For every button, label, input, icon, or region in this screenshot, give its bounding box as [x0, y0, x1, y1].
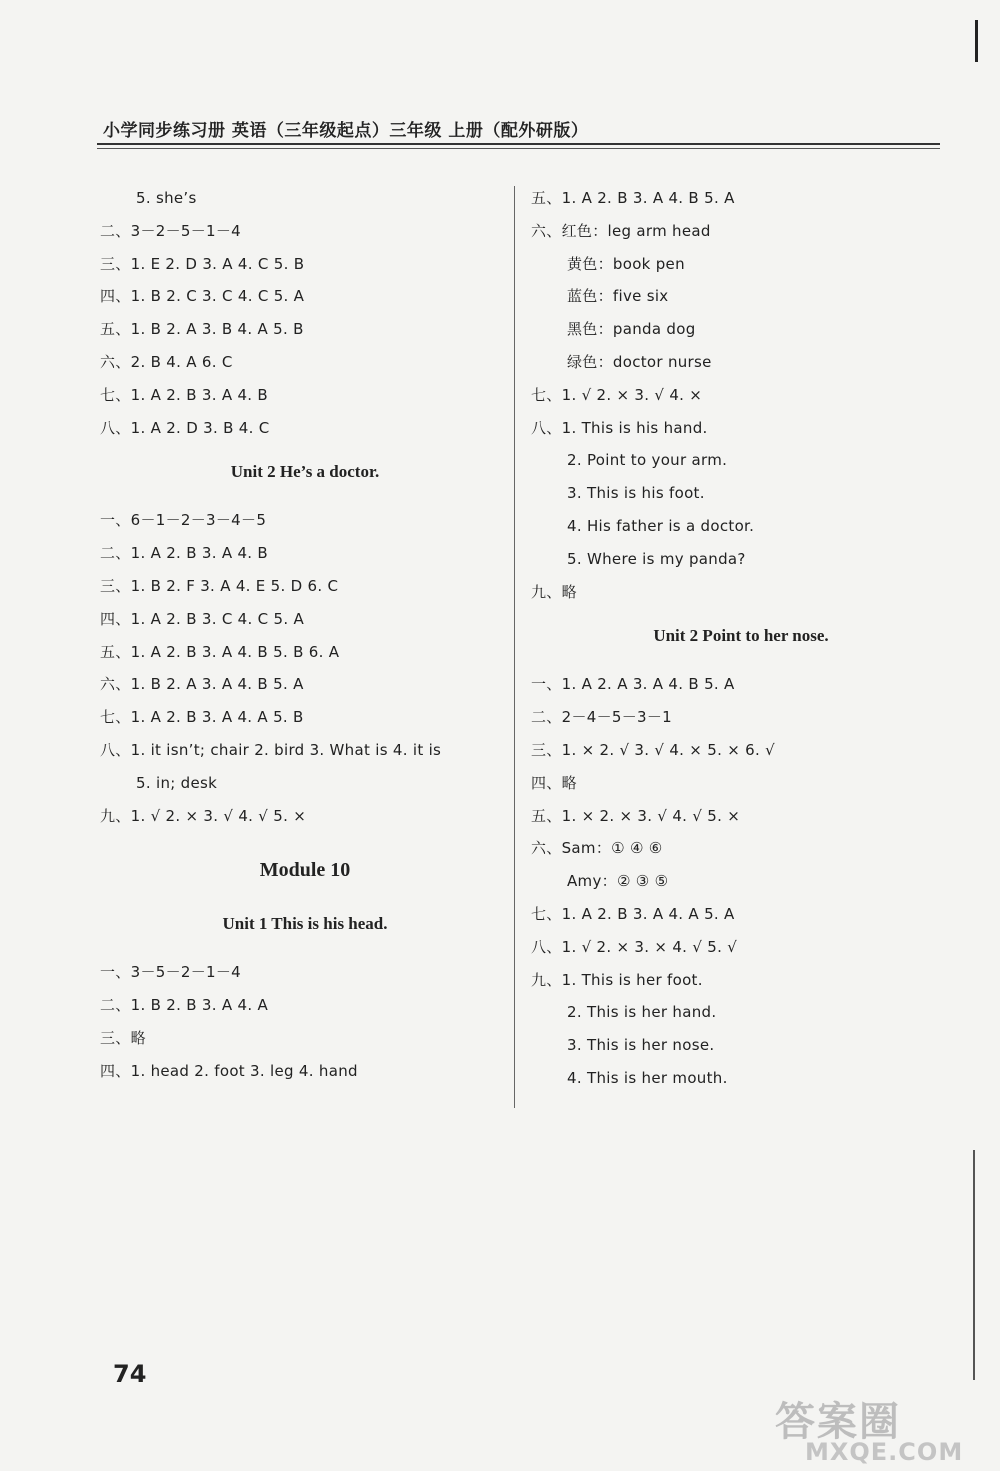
answer-line: 一、1. A 2. A 3. A 4. B 5. A: [531, 675, 735, 694]
answer-line: 一、6－1－2－3－4－5: [100, 511, 267, 530]
answer-line: 九、1. √ 2. × 3. √ 4. √ 5. ×: [100, 806, 307, 825]
answer-line: 五、1. × 2. × 3. √ 4. √ 5. ×: [531, 806, 741, 825]
answer-line: 五、1. B 2. A 3. B 4. A 5. B: [100, 320, 304, 339]
answer-line: 二、1. A 2. B 3. A 4. B: [100, 544, 269, 563]
answer-line: 5. Where is my panda?: [567, 549, 746, 568]
answer-line: 八、1. This is his hand.: [531, 418, 708, 437]
answer-line: 二、1. B 2. B 3. A 4. A: [100, 996, 269, 1015]
answer-line: 五、1. A 2. B 3. A 4. B 5. A: [531, 189, 735, 207]
answer-line: 三、略: [100, 1028, 146, 1047]
answer-line: 三、1. × 2. √ 3. √ 4. × 5. × 6. √: [531, 740, 775, 759]
answer-line: 5. in; desk: [136, 773, 218, 792]
answer-line: 八、1. A 2. D 3. B 4. C: [100, 418, 270, 437]
answer-line: 七、1. √ 2. × 3. √ 4. ×: [531, 385, 703, 404]
watermark-url: MXQE.COM: [805, 1438, 964, 1466]
answer-line: 九、1. This is her foot.: [531, 970, 703, 989]
answer-line: 一、3－5－2－1－4: [100, 963, 242, 982]
answer-line: 黑色：panda dog: [567, 320, 696, 339]
answer-line: 四、1. head 2. foot 3. leg 4. hand: [100, 1061, 358, 1080]
answer-line: 九、略: [531, 582, 577, 601]
answer-line: 六、红色：leg arm head: [531, 221, 711, 240]
answer-line: 五、1. A 2. B 3. A 4. B 5. B 6. A: [100, 642, 340, 661]
answer-line: 二、2－4－5－3－1: [531, 708, 673, 727]
answer-line: 七、1. A 2. B 3. A 4. B: [100, 385, 269, 404]
answer-line: 四、略: [531, 773, 577, 792]
answer-line: 八、1. √ 2. × 3. × 4. √ 5. √: [531, 937, 738, 956]
unit-heading: Unit 2 Point to her nose.: [653, 626, 829, 646]
answer-line: 3. This is her nose.: [567, 1036, 715, 1055]
answer-line: 蓝色：five six: [567, 287, 669, 306]
unit-heading: Unit 2 He’s a doctor.: [230, 462, 380, 482]
answer-line: 3. This is his foot.: [567, 484, 705, 503]
answer-line: 二、3－2－5－1－4: [100, 221, 242, 240]
answer-line: Amy：② ③ ⑤: [567, 872, 669, 891]
answer-line: 4. His father is a doctor.: [567, 516, 755, 535]
left-answer-column: [100, 182, 510, 1088]
answer-line: 八、1. it isn’t; chair 2. bird 3. What is 4. it is: [100, 740, 442, 759]
header-rule-thin: [97, 148, 940, 149]
page-header-title: 小学同步练习册 英语（三年级起点）三年级 上册（配外研版）: [103, 121, 589, 141]
answer-line: 三、1. B 2. F 3. A 4. E 5. D 6. C: [100, 576, 339, 595]
column-divider: [514, 186, 515, 1108]
corner-crop-mark: [975, 20, 978, 62]
answer-line: 四、1. B 2. C 3. C 4. C 5. A: [100, 287, 305, 306]
page-edge-shadow: [973, 1150, 975, 1380]
answer-line: 六、Sam：① ④ ⑥: [531, 839, 663, 858]
answer-line: 六、2. B 4. A 6. C: [100, 352, 233, 371]
watermark-logo: 答案圈: [775, 1399, 901, 1445]
answer-line: 四、1. A 2. B 3. C 4. C 5. A: [100, 609, 305, 628]
answer-line: 七、1. A 2. B 3. A 4. A 5. A: [531, 904, 735, 923]
answer-line: 5. she’s: [136, 189, 197, 207]
unit-heading: Unit 1 This is his head.: [222, 914, 388, 934]
module-heading: Module 10: [259, 859, 351, 882]
answer-line: 2. Point to your arm.: [567, 451, 728, 470]
right-answer-column: [531, 182, 951, 1095]
answer-line: 黄色：book pen: [567, 254, 685, 273]
answer-line: 七、1. A 2. B 3. A 4. A 5. B: [100, 708, 304, 727]
answer-line: 2. This is her hand.: [567, 1003, 717, 1022]
answer-line: 三、1. E 2. D 3. A 4. C 5. B: [100, 254, 305, 273]
answer-line: 绿色：doctor nurse: [567, 352, 712, 371]
answer-line: 4. This is her mouth.: [567, 1068, 728, 1087]
page-number: 74: [113, 1360, 147, 1388]
answer-line: 六、1. B 2. A 3. A 4. B 5. A: [100, 675, 304, 694]
header-rule-thick: [97, 143, 940, 145]
